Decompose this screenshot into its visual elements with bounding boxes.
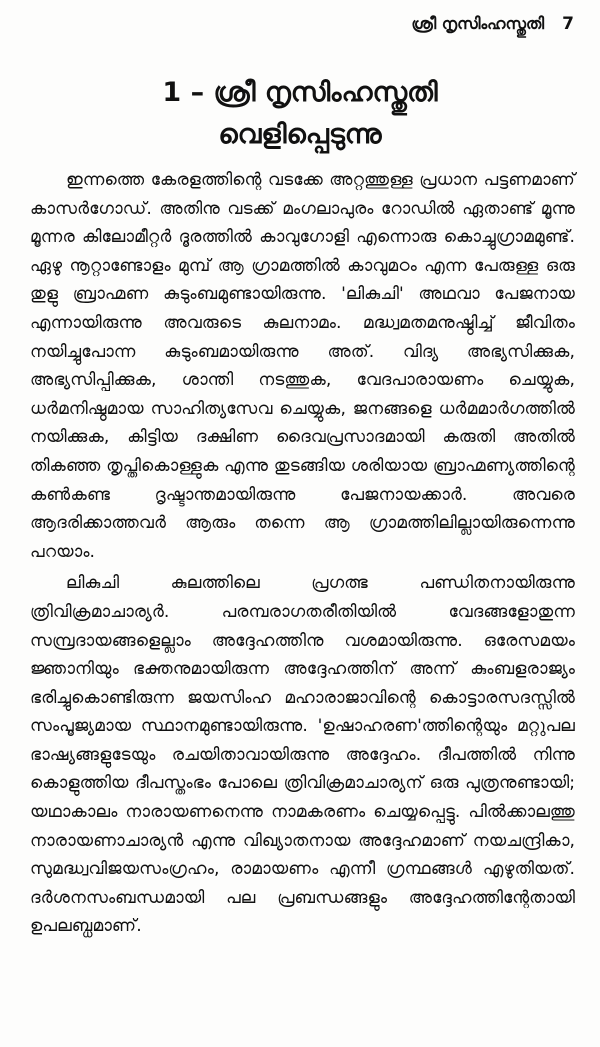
body-text: [30, 166, 575, 944]
page-number: 7: [562, 14, 574, 34]
paragraph-1: ഇന്നത്തെ കേരളത്തിന്റെ വടക്കേ അറ്റത്തുള്ള പ്രധാന പട്ടണമാണ് കാസർഗോഡ്. അതിനു വടക്ക് മംഗലാപുരം റോഡിൽ ഏതാണ്ട് മൂന്നു മൂന്നര കിലോമീറ്റർ ദൂരത്തിൽ കാവുഗോളി എന്നൊരു കൊച്ചുഗ്രാമമുണ്ട്. ഏഴു നൂറ്റാണ്ടോളം മുമ്പ് ആ ഗ്രാമത്തിൽ കാവുമഠം എന്ന പേരുള്ള ഒരു തുളു ബ്രാഹ്മണ കുടുംബമുണ്ടായിരുന്നു. 'ലികുചി' അഥവാ പേജനായ എന്നായിരുന്നു അവരുടെ കുലനാമം. മദ്ധ്വമതമനുഷ്ഠിച്ച് ജീവിതം നയിച്ചുപോന്ന കുടുംബമായിരുന്നു അത്. വിദ്യ അഭ്യസിക്കുക, അഭ്യസിപ്പിക്കുക, ശാന്തി നടത്തുക, വേദപാരായണം ചെയ്യുക, ധർമനിഷ്ഠമായ സാഹിത്യസേവ ചെയ്യുക, ജനങ്ങളെ ധർമമാർഗത്തിൽ നയിക്കുക, കിട്ടിയ ദക്ഷിണ ദൈവപ്രസാദമായി കരുതി അതിൽ തികഞ്ഞ തൃപ്തികൊള്ളുക എന്നു തുടങ്ങിയ ശരിയായ ബ്രാഹ്മണ്യത്തിന്റെ കൺകണ്ട ദൃഷ്ടാന്തമായിരുന്നു പേജനായക്കാർ. അവരെ ആദരിക്കാത്തവർ ആരും തന്നെ ആ ഗ്രാമത്തിലില്ലായിരുന്നെന്നു പറയാം.: [30, 170, 575, 562]
chapter-heading: [0, 72, 600, 156]
chapter-title-line-2: വെളിപ്പെടുന്നു: [218, 119, 382, 150]
running-title: ശ്രീ നൃസിംഹസ്തുതി: [411, 14, 545, 33]
paragraph-2: ലികുചി കുലത്തിലെ പ്രഗത്ഭ പണ്ഡിതനായിരുന്നു ത്രിവിക്രമാചാര്യർ. പരമ്പരാഗതരീതിയിൽ വേദങ്ങളോതുന്ന സമ്പ്രദായങ്ങളെല്ലാം അദ്ദേഹത്തിനു വശമായിരുന്നു. ഒരേസമയം ജ്ഞാനിയും ഭക്തനുമായിരുന്ന അദ്ദേഹത്തിന് അന്ന് കുംബളരാജ്യം ഭരിച്ചുകൊണ്ടിരുന്ന ജയസിംഹ മഹാരാജാവിന്റെ കൊട്ടാരസദസ്സിൽ സംപൂജ്യമായ സ്ഥാനമുണ്ടായിരുന്നു. 'ഉഷാഹരണ'ത്തിന്റെയും മറ്റുപല ഭാഷ്യങ്ങളുടേയും രചയിതാവായിരുന്നു അദ്ദേഹം. ദീപത്തിൽ നിന്നു കൊളുത്തിയ ദീപസ്തംഭം പോലെ ത്രിവിക്രമാചാര്യന് ഒരു പുത്രനുണ്ടായി; യഥാകാലം നാരായണനെന്നു നാമകരണം ചെയ്യപ്പെട്ടു. പിൽക്കാലത്തു നാരായണാചാര്യൻ എന്നു വിഖ്യാതനായ അദ്ദേഹമാണ് നയചന്ദ്രികാ, സുമദ്ധ്വവിജയസംഗ്രഹം, രാമായണം എന്നീ ഗ്രന്ഥങ്ങൾ എഴുതിയത്. ദർശനസംബന്ധമായി പല പ്രബന്ധങ്ങളും അദ്ദേഹത്തിന്റേതായി ഉപലബ്ധമാണ്.: [30, 573, 575, 937]
chapter-title-line-1: 1 – ശ്രീ നൃസിംഹസ്തുതി: [162, 77, 438, 108]
running-header: [411, 14, 574, 34]
